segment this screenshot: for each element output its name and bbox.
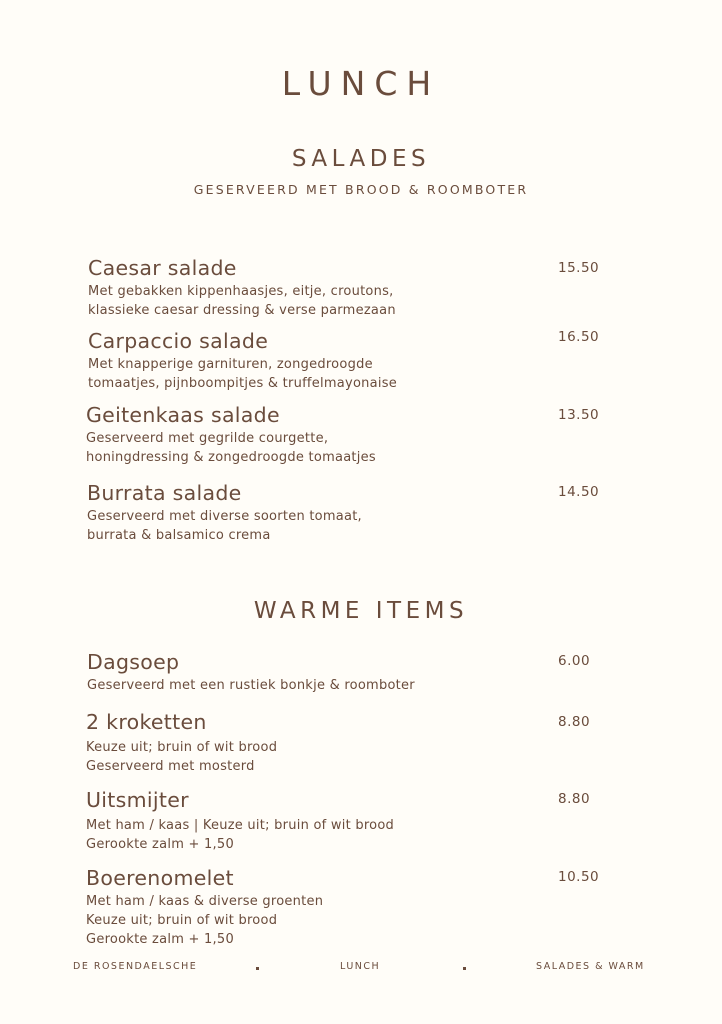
item-price: 8.80 [558, 791, 591, 807]
item-description [86, 429, 546, 467]
item-name: Dagsoep [87, 650, 180, 674]
item-desc-line: Met knapperige garnituren, zongedroogde [88, 357, 373, 372]
item-description [88, 355, 548, 393]
item-name: Uitsmijter [86, 788, 189, 812]
item-name: Boerenomelet [86, 866, 234, 890]
item-desc-line: Met gebakken kippenhaasjes, eitje, croutons, [88, 284, 394, 299]
item-desc-line: Geserveerd met mosterd [86, 759, 255, 774]
item-desc-line: honingdressing & zongedroogde tomaatjes [86, 450, 376, 465]
item-name: Geitenkaas salade [86, 403, 280, 427]
item-desc-line: klassieke caesar dressing & verse parmezaan [88, 303, 396, 318]
menu-item-carpaccio-salade [88, 328, 548, 393]
item-desc-line: tomaatjes, pijnboompitjes & truffelmayonaise [88, 376, 397, 391]
item-price: 15.50 [558, 260, 600, 276]
section-title-salades: SALADES [291, 146, 431, 172]
item-price: 16.50 [558, 329, 600, 345]
footer-restaurant-name: DE ROSENDAELSCHE [73, 961, 198, 972]
menu-item-dagsoep [87, 649, 547, 695]
item-desc-line: burrata & balsamico crema [87, 528, 271, 543]
footer-dot-separator [463, 967, 466, 970]
item-description [86, 738, 546, 776]
item-name: Carpaccio salade [88, 329, 269, 353]
menu-item-uitsmijter [86, 787, 546, 854]
footer-section-names: SALADES & WARM [536, 961, 645, 972]
menu-item-burrata-salade [87, 480, 547, 545]
item-desc-line: Keuze uit; bruin of wit brood [86, 913, 278, 928]
item-price: 8.80 [558, 714, 591, 730]
menu-item-boerenomelet [86, 865, 546, 949]
item-desc-line: Geserveerd met gegrilde courgette, [86, 431, 329, 446]
menu-item-caesar-salade [88, 255, 548, 320]
item-desc-line: Keuze uit; bruin of wit brood [86, 740, 278, 755]
item-desc-line: Gerookte zalm + 1,50 [86, 932, 234, 947]
item-description [87, 676, 547, 695]
item-desc-line: Met ham / kaas | Keuze uit; bruin of wit brood [86, 818, 395, 833]
footer-menu-name: LUNCH [340, 961, 381, 972]
item-desc-line: Geserveerd met een rustiek bonkje & roomboter [87, 678, 415, 693]
item-desc-line: Met ham / kaas & diverse groenten [86, 894, 324, 909]
item-description [86, 816, 546, 854]
item-name: Burrata salade [87, 481, 242, 505]
item-desc-line: Gerookte zalm + 1,50 [86, 837, 234, 852]
item-description [86, 892, 546, 949]
item-price: 6.00 [558, 653, 591, 669]
menu-item-2-kroketten [86, 709, 546, 776]
item-price: 14.50 [558, 484, 600, 500]
item-desc-line: Geserveerd met diverse soorten tomaat, [87, 509, 362, 524]
item-name: Caesar salade [88, 256, 237, 280]
item-name: 2 kroketten [86, 710, 207, 734]
footer-dot-separator [256, 967, 259, 970]
item-description [88, 282, 548, 320]
page-footer [60, 961, 660, 975]
item-price: 10.50 [558, 869, 600, 885]
section-title-warme-items: WARME ITEMS [253, 598, 469, 624]
menu-item-geitenkaas-salade [86, 402, 546, 467]
page-title: LUNCH [281, 64, 441, 103]
item-description [87, 507, 547, 545]
section-subtitle-salades: GESERVEERD MET BROOD & ROOMBOTER [193, 182, 529, 197]
item-price: 13.50 [558, 407, 600, 423]
